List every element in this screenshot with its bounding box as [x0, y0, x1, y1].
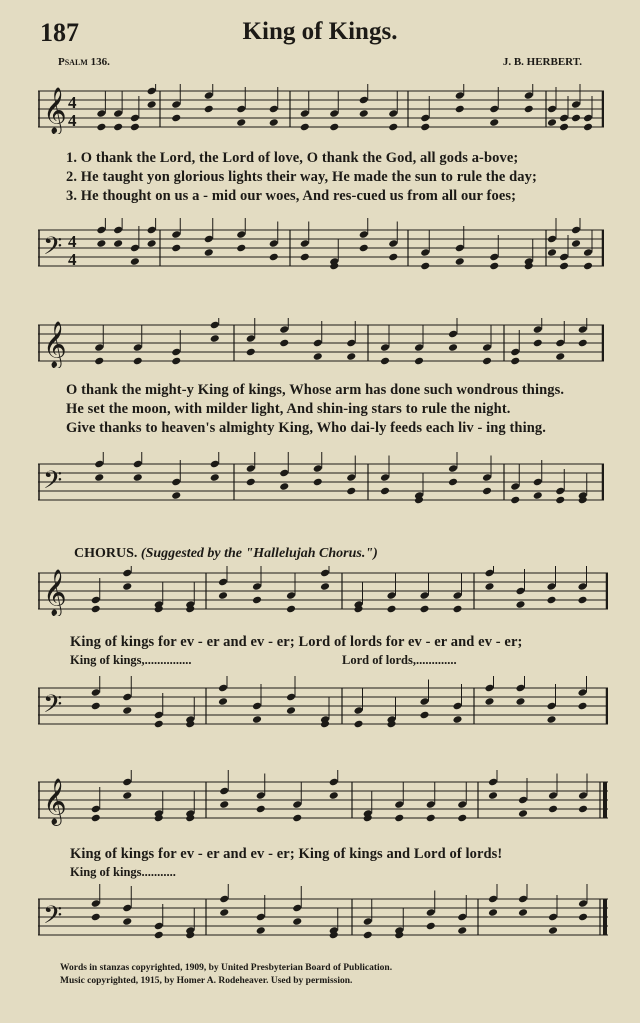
chorus-heading: [74, 546, 378, 562]
treble-clef-icon: 𝄞: [43, 321, 67, 368]
bass-staff-system-2: [38, 452, 604, 512]
bass-staff-system-1: [38, 218, 604, 278]
verse-1-line-2: O thank the might-y King of kings, Whose arm has done such wondrous things.: [66, 382, 565, 398]
bass-staff-chorus-2: [38, 884, 608, 950]
treble-staff-lines: [38, 566, 608, 616]
chorus-line-1: King of kings for ev - er and ev - er; Lord of lords for ev - er and ev - er;: [70, 634, 523, 650]
treble-staff-chorus-2: [38, 770, 608, 830]
svg-text:4: 4: [68, 111, 77, 130]
treble-staff-lines: [38, 318, 604, 368]
chorus-line-2: King of kings for ev - er and ev - er; King of kings and Lord of lords!: [70, 846, 503, 862]
chorus-label: CHORUS.: [74, 546, 138, 561]
hymn-title: King of Kings.: [242, 18, 398, 45]
bass-clef-icon: 𝄢: [43, 689, 63, 725]
bass-staff-lines: [38, 452, 604, 512]
chorus-line-2-bass: King of kings...........: [70, 865, 176, 879]
treble-staff-system-1: [38, 84, 604, 134]
copyright-music: Music copyrighted, 1915, by Homer A. Rodeheaver. Used by permission.: [60, 976, 353, 986]
verse-2-line-2: He set the moon, with milder light, And shin-ing stars to rule the night.: [66, 401, 511, 417]
bass-clef-icon: 𝄢: [43, 231, 63, 267]
bass-staff-lines: [38, 884, 608, 950]
svg-text:4: 4: [68, 232, 77, 251]
verse-3-line-1: 3. He thought on us a - mid our woes, And res-cued us from all our foes;: [66, 188, 517, 204]
composer-credit: J. B. HERBERT.: [502, 56, 582, 68]
treble-staff-chorus-1: [38, 566, 608, 616]
hymn-source: Psalm 136.: [58, 56, 110, 68]
bass-clef-icon: 𝄢: [43, 900, 63, 936]
treble-staff-lines: [38, 770, 608, 830]
bass-clef-icon: 𝄢: [43, 465, 63, 501]
copyright-words: Words in stanzas copyrighted, 1909, by United Presbyterian Board of Publication.: [60, 963, 393, 973]
chorus-line-1-bass-b: Lord of lords,.............: [342, 653, 457, 667]
verse-3-line-2: Give thanks to heaven's almighty King, Who dai-ly feeds each liv - ing thing.: [66, 420, 546, 436]
treble-staff-lines: [38, 84, 604, 134]
bass-staff-lines: [38, 218, 604, 278]
treble-staff-system-2: [38, 318, 604, 368]
verse-2-line-1: 2. He taught yon glorious lights their way, He made the sun to rule the day;: [66, 169, 537, 185]
svg-text:4: 4: [68, 93, 77, 112]
verse-1-line-1: 1. O thank the Lord, the Lord of love, O thank the God, all gods a-bove;: [66, 150, 519, 166]
treble-clef-icon: 𝄞: [43, 778, 67, 825]
chorus-line-1-bass-a: King of kings,...............: [70, 653, 192, 667]
treble-clef-icon: 𝄞: [43, 569, 67, 616]
chorus-note: (Suggested by the "Hallelujah Chorus."): [140, 546, 378, 561]
hymn-number: 187: [40, 18, 79, 47]
bass-staff-lines: [38, 676, 608, 736]
svg-text:4: 4: [68, 250, 77, 269]
bass-staff-chorus-1: [38, 676, 608, 736]
treble-clef-icon: 𝄞: [43, 87, 67, 134]
